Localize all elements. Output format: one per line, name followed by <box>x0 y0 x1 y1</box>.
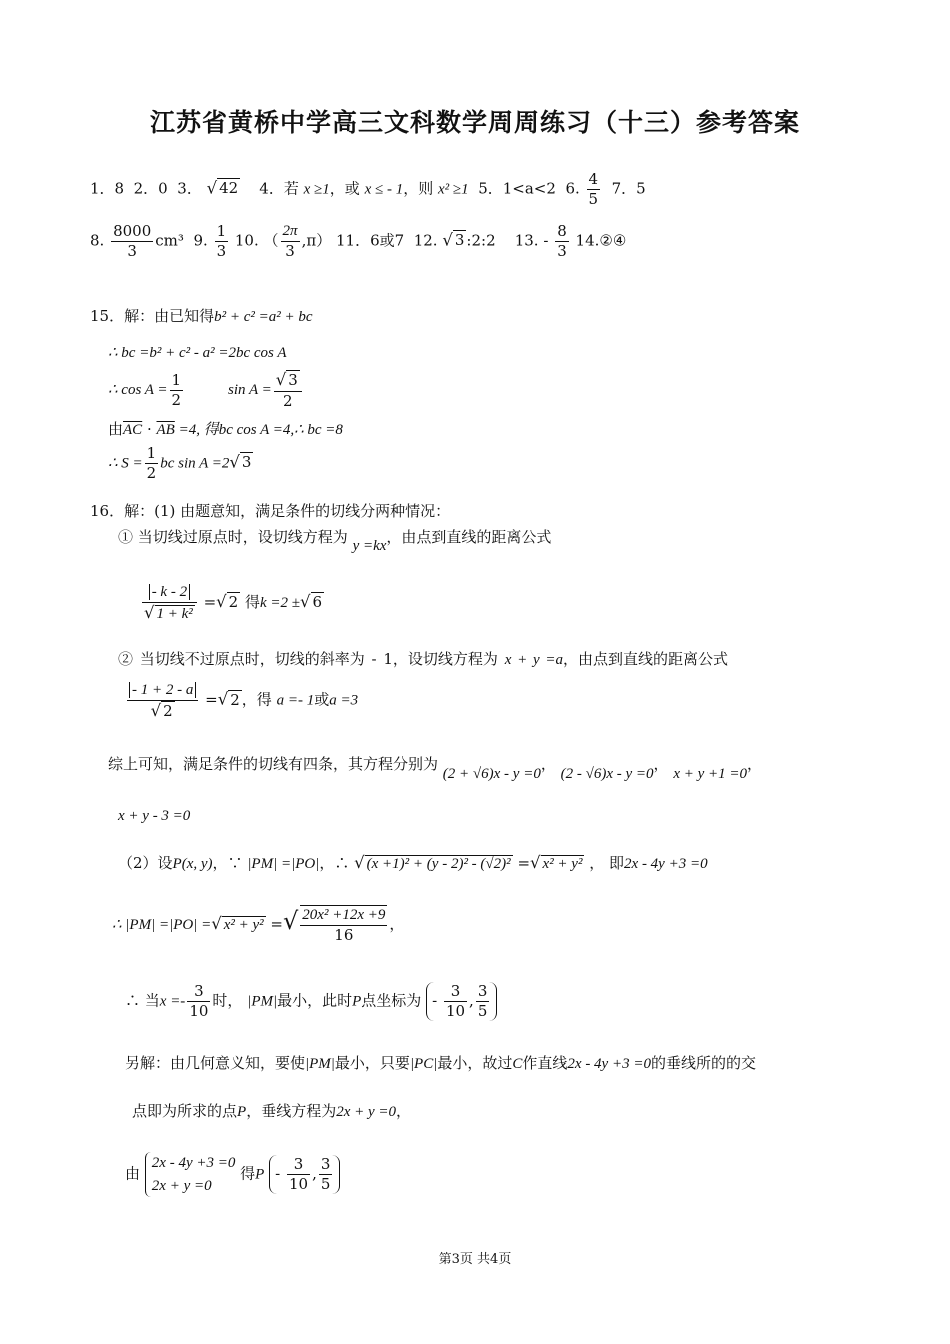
answer-10-fraction: $\frac{2\pi}{3}$ <box>282 223 298 260</box>
q15-frac-half: $\frac{1}{2}$ <box>171 370 182 409</box>
page-footer: 第3页 共4页 <box>438 1252 512 1267</box>
answer-4-cond2: x ≤ - 1 <box>364 181 404 198</box>
answer-9-fraction: $\frac{1}{3}$ <box>216 222 227 260</box>
q16-min-point: ∴ 当x =- $\frac{3}{10}$ 时， |PM|最小，此时P点坐标为 - $\frac{3}{10}$ , $\frac{3}{5}$ <box>125 982 497 1021</box>
page-title: 江苏省黄桥中学高三文科数学周周练习（十三）参考答案 <box>149 108 800 137</box>
answer-12-rest: :2:2 <box>466 231 496 250</box>
q16-case-1: ① 当切线过原点时，设切线方程为 y =kx，由点到直线的距离公式 <box>118 528 552 554</box>
q15-line-2: ∴ bc =b² + c² - a² =2bc cos A <box>108 345 287 361</box>
answer-5: 5．1<a<2 <box>478 179 556 198</box>
answer-4-label: 4．若 <box>259 179 299 198</box>
answer-12-radicand: 3 <box>454 231 465 250</box>
q15-line-4: 由$\overline{AC} \cdot \overline{AB} =4$, 得bc cos A =4,∴ bc =8 <box>108 420 343 438</box>
answer-6-label: 6. <box>565 179 580 198</box>
answer-3-label: 3． <box>177 179 202 198</box>
q15-frac-half-2: $\frac{1}{2}$ <box>146 444 157 482</box>
answer-7: 7．5 <box>611 179 646 198</box>
answer-4-cond: x ≥1 <box>303 181 330 198</box>
tangent-eq-2: (2 - √6)x - y =0 <box>560 766 654 782</box>
answer-13-fraction: $\frac{8}{3}$ <box>557 222 567 260</box>
answer-10-close: ,π） <box>301 231 332 250</box>
answer-9-label: 9. <box>193 231 208 250</box>
answer-13-sign: - <box>543 231 549 250</box>
vector-ac: $\overline{AC}$ <box>123 422 143 438</box>
q15-line-3: ∴ cos A = $\frac{1}{2}$ sin A = $\frac{√ 3}{2}$ <box>108 370 304 410</box>
q15-frac-sqrt3: $\frac{√ 3}{2}$ <box>274 370 302 410</box>
sqrt-icon: √ <box>206 178 218 198</box>
q15-equation: b² + c² =a² + bc <box>214 309 313 325</box>
answer-8-fraction: $\frac{8000}{3}$ <box>113 222 152 260</box>
answer-3-radicand: 42 <box>219 179 239 198</box>
q16-part-2: （2）设P(x, y)，∵ |PM| =|PO|，∴ √ (x +1)² + (y - 2)² - (√2)² =√ x² + y² ， 即2x - 4y +3 =0 <box>118 853 708 872</box>
q16-case-2: ② 当切线不过原点时，切线的斜率为 - 1，设切线方程为 x + y =a，由点到直线的距离公式 <box>118 650 729 668</box>
q16-alt-1: 另解：由几何意义知，要使|PM|最小，只要|PC|最小，故过C作直线2x - 4y +3 =0的垂线所的的交 <box>125 1054 756 1072</box>
answer-4-then: ，则 <box>403 179 434 198</box>
answer-10-label: 10. <box>234 231 259 250</box>
q16-system: 由 2x - 4y +3 =0 2x + y =0 得P - $\frac{3}{10}$ , $\frac{3}{5}$ <box>125 1152 340 1197</box>
sqrt-icon: √ <box>442 230 453 250</box>
q16-formula-1: $\frac{- k - 2}{\text{√ 1 + k²}}$ =√ 2 得k =2 ±√ 6 <box>144 584 323 622</box>
answer-4-or: ，或 <box>329 179 360 198</box>
q15-line-5: ∴ S = $\frac{1}{2}$ bc sin A =2√ 3 <box>108 444 252 482</box>
answer-13-label: 13. <box>514 231 539 250</box>
answer-4-result: x² ≥1 <box>438 181 469 198</box>
q16-summary: 综上可知，满足条件的切线有四条，其方程分别为 (2 + √6)x - y =0， (2 - √6)x - y =0， x + y +1 =0， <box>108 755 763 782</box>
q16-distance: ∴ |PM| =|PO| =√ x² + y² =√ $\frac{\text{20x² +12x +9}}{16}$ ， <box>112 906 405 944</box>
q16-line-1: 16．解：(1) 由题意知，满足条件的切线分两种情况： <box>90 502 451 520</box>
answers-row-1 <box>90 170 646 209</box>
q16-alt-2: 点即为所求的点P，垂线方程为2x + y =0， <box>132 1102 412 1120</box>
answer-14: 14.②④ <box>575 231 627 250</box>
tangent-eq-1: (2 + √6)x - y =0 <box>442 766 541 782</box>
answer-12-label: 12. <box>413 231 438 250</box>
q15-line-1: 15．解：由已知得b² + c² =a² + bc <box>90 307 313 325</box>
q16-formula-2: $\frac{- 1 + 2 - a}{√ 2}$ =√ 2 ，得 a =- 1或a =3 <box>125 680 358 721</box>
answer-6-fraction: $\frac{4}{5}$ <box>588 170 599 208</box>
tangent-eq-3: x + y +1 =0 <box>673 766 748 782</box>
answers-row-2 <box>90 222 626 261</box>
answer-8-unit: cm³ <box>155 231 184 250</box>
answer-11: 11．6或7 <box>335 231 405 250</box>
answer-1: 1．8 <box>90 179 125 198</box>
answer-10-open: （ <box>263 231 279 250</box>
answer-2: 2．0 <box>133 179 168 198</box>
answer-8-label: 8. <box>90 231 105 250</box>
vector-ab: $\overline{AB}$ <box>156 422 175 438</box>
tangent-eq-4: x + y - 3 =0 <box>118 808 191 824</box>
